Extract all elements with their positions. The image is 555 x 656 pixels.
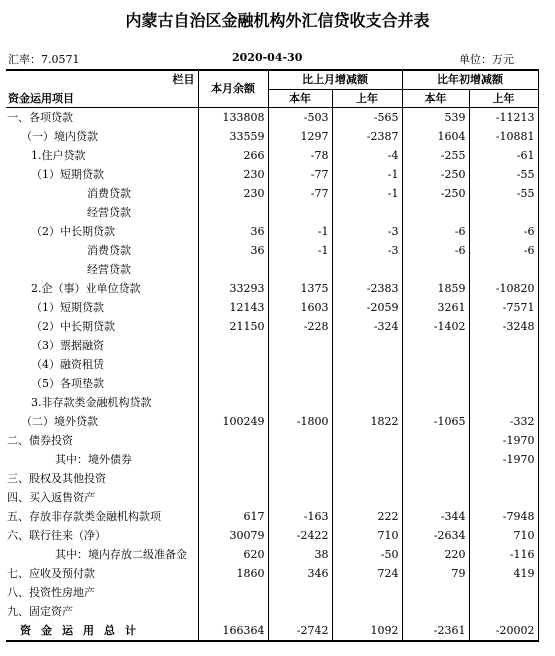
row-value [469,260,538,279]
row-value: 266 [198,146,268,165]
table-row [6,222,538,241]
table-body [6,108,538,642]
row-label: （1）短期贷款 [6,165,198,184]
row-label: 消费贷款 [6,241,198,260]
total-label: 资金运用总计 [6,621,198,641]
row-value: -6 [469,241,538,260]
report-title: 内蒙古自治区金融机构外汇信贷收支合并表 [125,11,430,30]
row-value: -10820 [469,279,538,298]
table-row [6,431,538,450]
row-value [332,450,402,469]
row-value [198,450,268,469]
row-value [198,602,268,621]
unit-label: 单位：万元 [459,53,514,66]
row-value: 1859 [402,279,469,298]
row-value [469,374,538,393]
table-row [6,184,538,203]
table-row [6,336,538,355]
row-label: 七、应收及预付款 [6,564,198,583]
row-value: 222 [332,507,402,526]
row-value [198,431,268,450]
row-label: 三、股权及其他投资 [6,469,198,488]
table-row [6,279,538,298]
row-value [332,583,402,602]
row-label: （2）中长期贷款 [6,222,198,241]
total-value: 166364 [198,621,268,641]
row-value [469,336,538,355]
row-value [402,260,469,279]
row-value: -503 [268,108,332,128]
row-value: 79 [402,564,469,583]
row-value: -6 [469,222,538,241]
row-value [198,374,268,393]
row-value: 100249 [198,412,268,431]
row-label: （4）融资租赁 [6,355,198,374]
row-value [402,602,469,621]
row-value [268,450,332,469]
row-value: 1822 [332,412,402,431]
row-value [332,260,402,279]
row-value [198,469,268,488]
row-value: -61 [469,146,538,165]
row-label: 四、买入返售资产 [6,488,198,507]
total-value: 1092 [332,621,402,641]
row-value [402,203,469,222]
row-value: 1604 [402,127,469,146]
row-value [198,488,268,507]
row-value: -1 [332,184,402,203]
row-value [268,203,332,222]
row-value: -1970 [469,431,538,450]
row-value [268,374,332,393]
row-value: -4 [332,146,402,165]
row-value [198,336,268,355]
exchange-rate: 汇率：7.0571 [8,53,80,66]
row-label: 3.非存款类金融机构贷款 [6,393,198,412]
row-value: -1 [268,241,332,260]
table-row [6,374,538,393]
row-value: 230 [198,165,268,184]
row-value: -324 [332,317,402,336]
row-value [332,602,402,621]
row-label: 2.企（事）业单位贷款 [6,279,198,298]
row-value: -1 [268,222,332,241]
row-value: -116 [469,545,538,564]
row-value: -255 [402,146,469,165]
row-value [198,355,268,374]
table-row [6,602,538,621]
row-value [402,450,469,469]
table-row [6,355,538,374]
row-value: -344 [402,507,469,526]
row-value [332,374,402,393]
table-row [6,317,538,336]
row-value [402,393,469,412]
row-value: 36 [198,241,268,260]
table-row [6,241,538,260]
row-value: -250 [402,184,469,203]
row-label: 经营贷款 [6,203,198,222]
row-value [332,488,402,507]
row-label: 五、存放非存款类金融机构款项 [6,507,198,526]
row-value [469,488,538,507]
row-value: 539 [402,108,469,128]
row-value [268,488,332,507]
row-value [332,203,402,222]
row-value: 617 [198,507,268,526]
total-value: -2742 [268,621,332,641]
row-value: -3 [332,241,402,260]
row-value: 3261 [402,298,469,317]
row-value: 1603 [268,298,332,317]
credit-table [6,69,539,642]
row-value: 36 [198,222,268,241]
table-row [6,488,538,507]
row-value: -55 [469,184,538,203]
row-value: -2383 [332,279,402,298]
row-label: 九、固定资产 [6,602,198,621]
header-corner-top: 栏目 [172,73,195,86]
row-value: -250 [402,165,469,184]
row-value [469,203,538,222]
row-value: 33293 [198,279,268,298]
row-value: -2387 [332,127,402,146]
row-value [268,355,332,374]
row-value [469,583,538,602]
row-value: -3 [332,222,402,241]
row-label: 经营贷款 [6,260,198,279]
header-year-start-last-year: 上年 [469,90,538,108]
row-value [402,469,469,488]
table-row [6,507,538,526]
header-corner-bottom: 资金运用项目 [8,92,74,105]
row-value [332,431,402,450]
row-value [469,469,538,488]
row-value: -1800 [268,412,332,431]
row-value [402,355,469,374]
row-value: -7571 [469,298,538,317]
header-balance: 本月余额 [198,70,268,108]
row-value: 1297 [268,127,332,146]
header-year-start-this-year: 本年 [402,90,469,108]
row-value [198,260,268,279]
table-row [6,203,538,222]
row-value: 33559 [198,127,268,146]
header-vs-year-start: 比年初增减额 [402,70,538,90]
row-value: -1970 [469,450,538,469]
table-row [6,108,538,128]
row-value [198,393,268,412]
row-value [198,583,268,602]
row-value [268,583,332,602]
row-label: 消费贷款 [6,184,198,203]
table-row [6,298,538,317]
row-value: -2422 [268,526,332,545]
row-value [268,602,332,621]
row-label: （二）境外贷款 [6,412,198,431]
row-value: 30079 [198,526,268,545]
row-value: -1065 [402,412,469,431]
row-value: -6 [402,241,469,260]
table-row [6,412,538,431]
row-value [268,260,332,279]
row-value: -11213 [469,108,538,128]
table-row [6,260,538,279]
table-row [6,583,538,602]
row-label: 八、投资性房地产 [6,583,198,602]
row-value [268,469,332,488]
row-value [332,393,402,412]
row-value: -7948 [469,507,538,526]
row-value: -50 [332,545,402,564]
header-prev-month-last-year: 上年 [332,90,402,108]
row-value: 12143 [198,298,268,317]
row-value: 133808 [198,108,268,128]
table-row [6,564,538,583]
total-row [6,621,538,641]
row-value [332,336,402,355]
row-value: -1402 [402,317,469,336]
table-row [6,450,538,469]
row-label: （3）票据融资 [6,336,198,355]
row-value: 38 [268,545,332,564]
table-row [6,526,538,545]
row-value: -228 [268,317,332,336]
row-value: -2634 [402,526,469,545]
row-value: 230 [198,184,268,203]
row-value [402,336,469,355]
table-row [6,393,538,412]
header-corner [6,70,198,108]
table-row [6,469,538,488]
row-value: -55 [469,165,538,184]
row-value [402,488,469,507]
row-value [268,336,332,355]
row-value: -565 [332,108,402,128]
row-value: -77 [268,184,332,203]
row-label: 其中：境外债券 [6,450,198,469]
header-row [6,70,538,90]
row-value [469,355,538,374]
row-value: -332 [469,412,538,431]
row-label: （5）各项垫款 [6,374,198,393]
row-value: -6 [402,222,469,241]
row-label: 1.住户贷款 [6,146,198,165]
row-value [469,602,538,621]
row-value [198,203,268,222]
row-value: -1 [332,165,402,184]
row-label: 其中：境内存放二级准备金 [6,545,198,564]
row-value [469,393,538,412]
header-vs-prev-month: 比上月增减额 [268,70,402,90]
row-label: 二、债券投资 [6,431,198,450]
row-value: 419 [469,564,538,583]
row-value: -78 [268,146,332,165]
row-value: 1375 [268,279,332,298]
row-value: 710 [469,526,538,545]
row-value: -163 [268,507,332,526]
row-value: 620 [198,545,268,564]
row-value [402,431,469,450]
header-prev-month-this-year: 本年 [268,90,332,108]
row-label: （2）中长期贷款 [6,317,198,336]
total-value: -20002 [469,621,538,641]
row-value: -10881 [469,127,538,146]
table-row [6,127,538,146]
row-value: 21150 [198,317,268,336]
row-value: 1860 [198,564,268,583]
row-label: （一）境内贷款 [6,127,198,146]
table-row [6,165,538,184]
row-value [402,374,469,393]
row-value [402,583,469,602]
row-value: 724 [332,564,402,583]
row-value: -3248 [469,317,538,336]
report-date: 2020-04-30 [232,51,303,64]
row-value [332,469,402,488]
table-row [6,545,538,564]
row-label: 六、联行往来（净） [6,526,198,545]
row-label: （1）短期贷款 [6,298,198,317]
row-value: -2059 [332,298,402,317]
total-value: -2361 [402,621,469,641]
row-value: 710 [332,526,402,545]
row-value: 346 [268,564,332,583]
row-value: 220 [402,545,469,564]
row-label: 一、各项贷款 [6,108,198,128]
table-row [6,146,538,165]
row-value [268,393,332,412]
row-value [332,355,402,374]
row-value: -77 [268,165,332,184]
row-value [268,431,332,450]
